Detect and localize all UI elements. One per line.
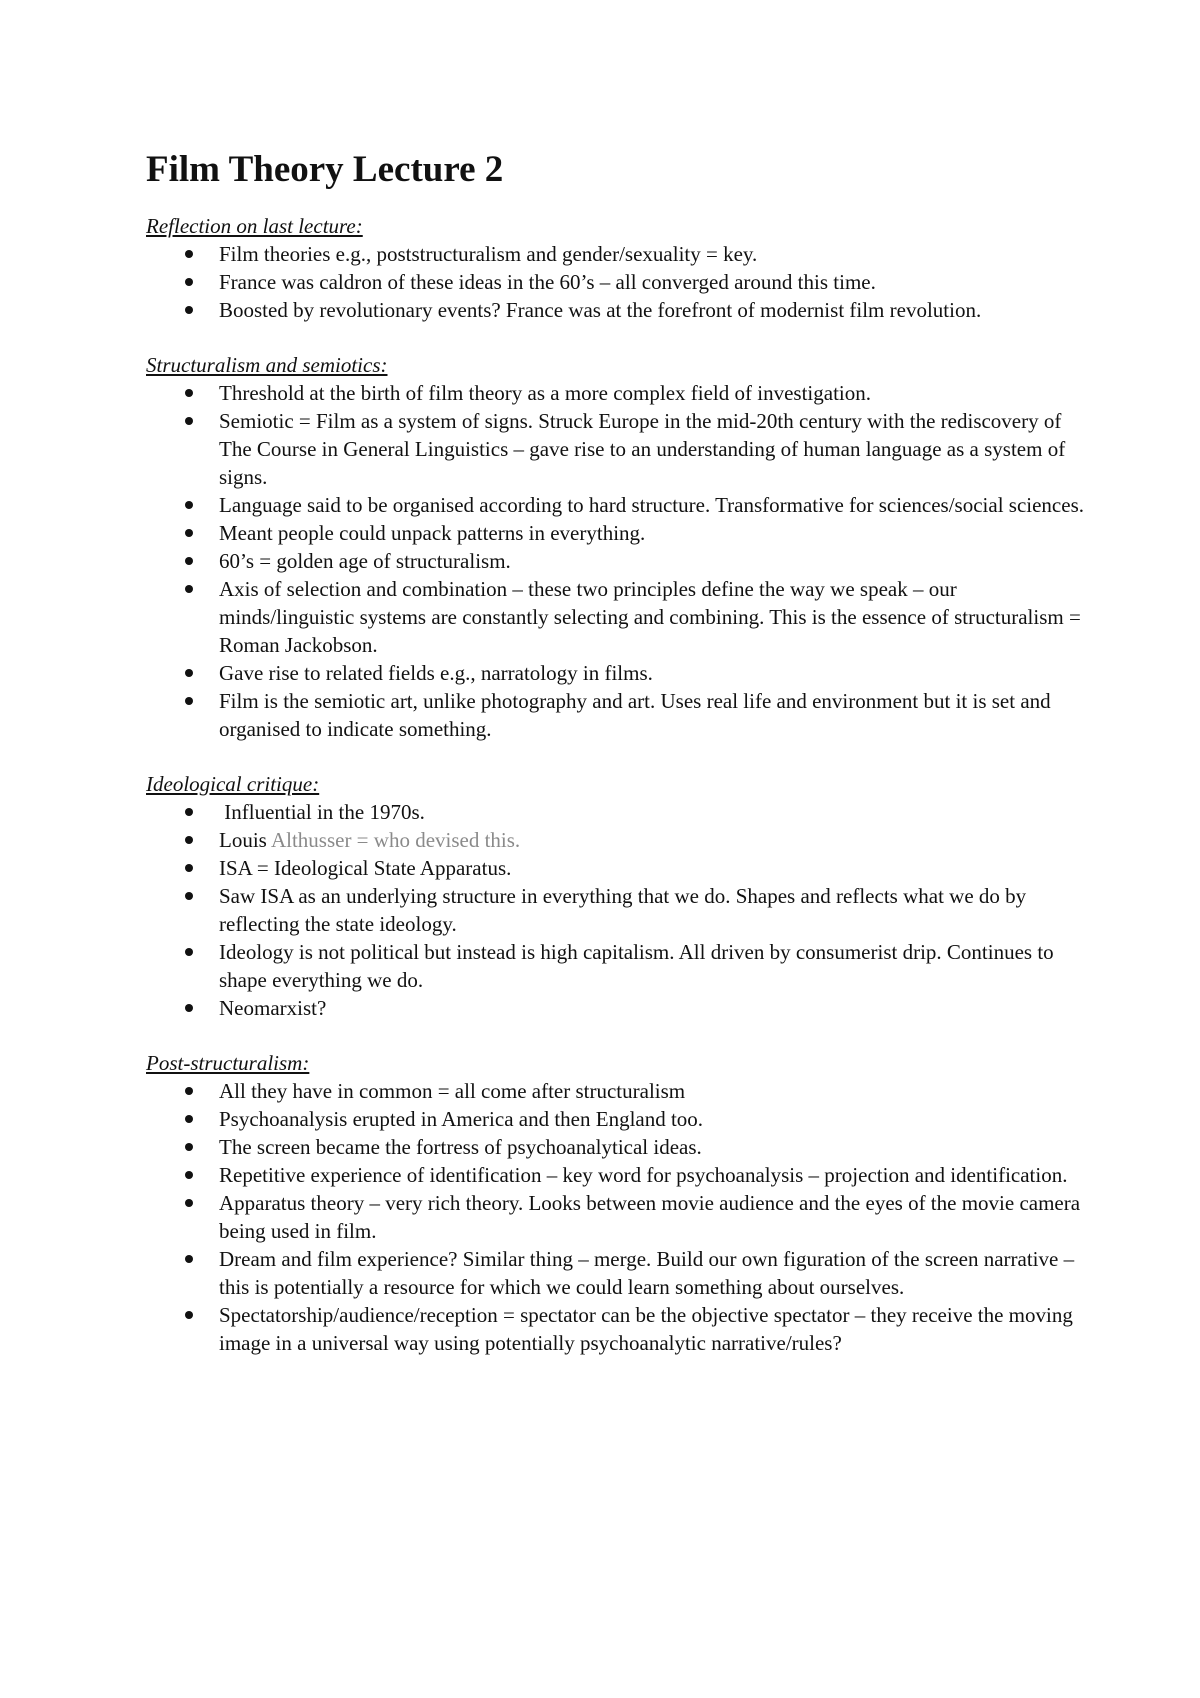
list-item-text: Film theories e.g., poststructuralism and gender/sexuality = key. [219,242,758,266]
list-item-text: France was caldron of these ideas in the 60’s – all converged around this time. [219,270,876,294]
bullet-list [146,1077,1086,1357]
list-item-text-grey: Althusser = who devised this. [270,828,521,852]
bullet-icon [185,417,193,425]
list-item-text: Louis [219,828,271,852]
list-item-text: The screen became the fortress of psychoanalytical ideas. [219,1135,702,1159]
list-item-text: All they have in common = all come after structuralism [219,1079,686,1103]
list-item [146,1077,1086,1105]
list-item [146,1161,1086,1189]
bullet-icon [185,1171,193,1179]
bullet-icon [185,808,193,816]
list-item-text: Repetitive experience of identification – key word for psychoanalysis – projection and identification. [219,1163,1068,1187]
document-title: Film Theory Lecture 2 [146,149,504,190]
section-post-structuralism [146,1049,1086,1357]
bullet-list [146,240,1086,324]
bullet-icon [185,585,193,593]
bullet-icon [185,697,193,705]
bullet-icon [185,501,193,509]
list-item [146,1301,1086,1357]
bullet-icon [185,669,193,677]
bullet-icon [185,1255,193,1263]
section-structuralism [146,351,1086,743]
bullet-icon [185,1115,193,1123]
list-item [146,854,1086,882]
list-item-text: 60’s = golden age of structuralism. [219,549,511,573]
list-item [146,659,1086,687]
list-item-text: Language said to be organised according to hard structure. Transformative for sciences/social sciences. [219,493,1084,517]
list-item-text: Semiotic = Film as a system of signs. Struck Europe in the mid-20th century with the rediscovery of The Course in General Linguistics – gave rise to an understanding of human language as a system of signs. [219,409,1066,489]
list-item-text: Dream and film experience? Similar thing – merge. Build our own figuration of the screen narrative – this is potentially a resource for which we could learn something about ourselves. [219,1247,1075,1299]
bullet-icon [185,529,193,537]
list-item [146,296,1086,324]
bullet-icon [185,1004,193,1012]
bullet-list [146,798,1086,1022]
list-item [146,1189,1086,1245]
list-item [146,491,1086,519]
list-item-text: Axis of selection and combination – these two principles define the way we speak – our minds/linguistic systems are constantly selecting and combining. This is the essence of structuralism = Roman Jackobson. [219,577,1081,657]
bullet-icon [185,1199,193,1207]
bullet-icon [185,948,193,956]
list-item [146,826,1086,854]
list-item-text: Film is the semiotic art, unlike photography and art. Uses real life and environment but it is set and organised to indicate something. [219,689,1051,741]
list-item-text: Saw ISA as an underlying structure in everything that we do. Shapes and reflects what we do by reflecting the state ideology. [219,884,1027,936]
bullet-icon [185,250,193,258]
list-item [146,575,1086,659]
list-item-text: ISA = Ideological State Apparatus. [219,856,512,880]
bullet-icon [185,278,193,286]
bullet-icon [185,864,193,872]
bullet-icon [185,1311,193,1319]
list-item-text: Gave rise to related fields e.g., narratology in films. [219,661,653,685]
list-item-text: Threshold at the birth of film theory as a more complex field of investigation. [219,381,871,405]
bullet-icon [185,1143,193,1151]
bullet-icon [185,892,193,900]
list-item [146,407,1086,491]
list-item [146,798,1086,826]
section-heading: Ideological critique: [146,772,320,796]
list-item-text: Apparatus theory – very rich theory. Looks between movie audience and the eyes of the movie camera being used in film. [219,1191,1081,1243]
list-item [146,882,1086,938]
bullet-icon [185,557,193,565]
list-item-text: Ideology is not political but instead is high capitalism. All driven by consumerist drip. Continues to shape everything we do. [219,940,1054,992]
list-item [146,1133,1086,1161]
list-item [146,547,1086,575]
list-item-text: Neomarxist? [219,996,327,1020]
bullet-icon [185,836,193,844]
bullet-icon [185,1087,193,1095]
list-item [146,1245,1086,1301]
section-heading: Structuralism and semiotics: [146,353,388,377]
section-heading: Reflection on last lecture: [146,214,363,238]
section-heading: Post-structuralism: [146,1051,310,1075]
section-ideological-critique [146,770,1086,1022]
section-reflection [146,212,1086,324]
list-item [146,519,1086,547]
bullet-icon [185,389,193,397]
list-item [146,938,1086,994]
list-item [146,268,1086,296]
list-item-text: Meant people could unpack patterns in everything. [219,521,646,545]
list-item [146,1105,1086,1133]
bullet-icon [185,306,193,314]
list-item-text: Spectatorship/audience/reception = spectator can be the objective spectator – they receive the moving image in a universal way using potentially psychoanalytic narrative/rules? [219,1303,1073,1355]
list-item [146,379,1086,407]
list-item [146,240,1086,268]
list-item-text: Boosted by revolutionary events? France was at the forefront of modernist film revolution. [219,298,982,322]
list-item-text: Psychoanalysis erupted in America and then England too. [219,1107,704,1131]
list-item-text: Influential in the 1970s. [219,800,425,824]
list-item [146,687,1086,743]
bullet-list [146,379,1086,743]
document-body [146,148,1086,1384]
list-item [146,994,1086,1022]
